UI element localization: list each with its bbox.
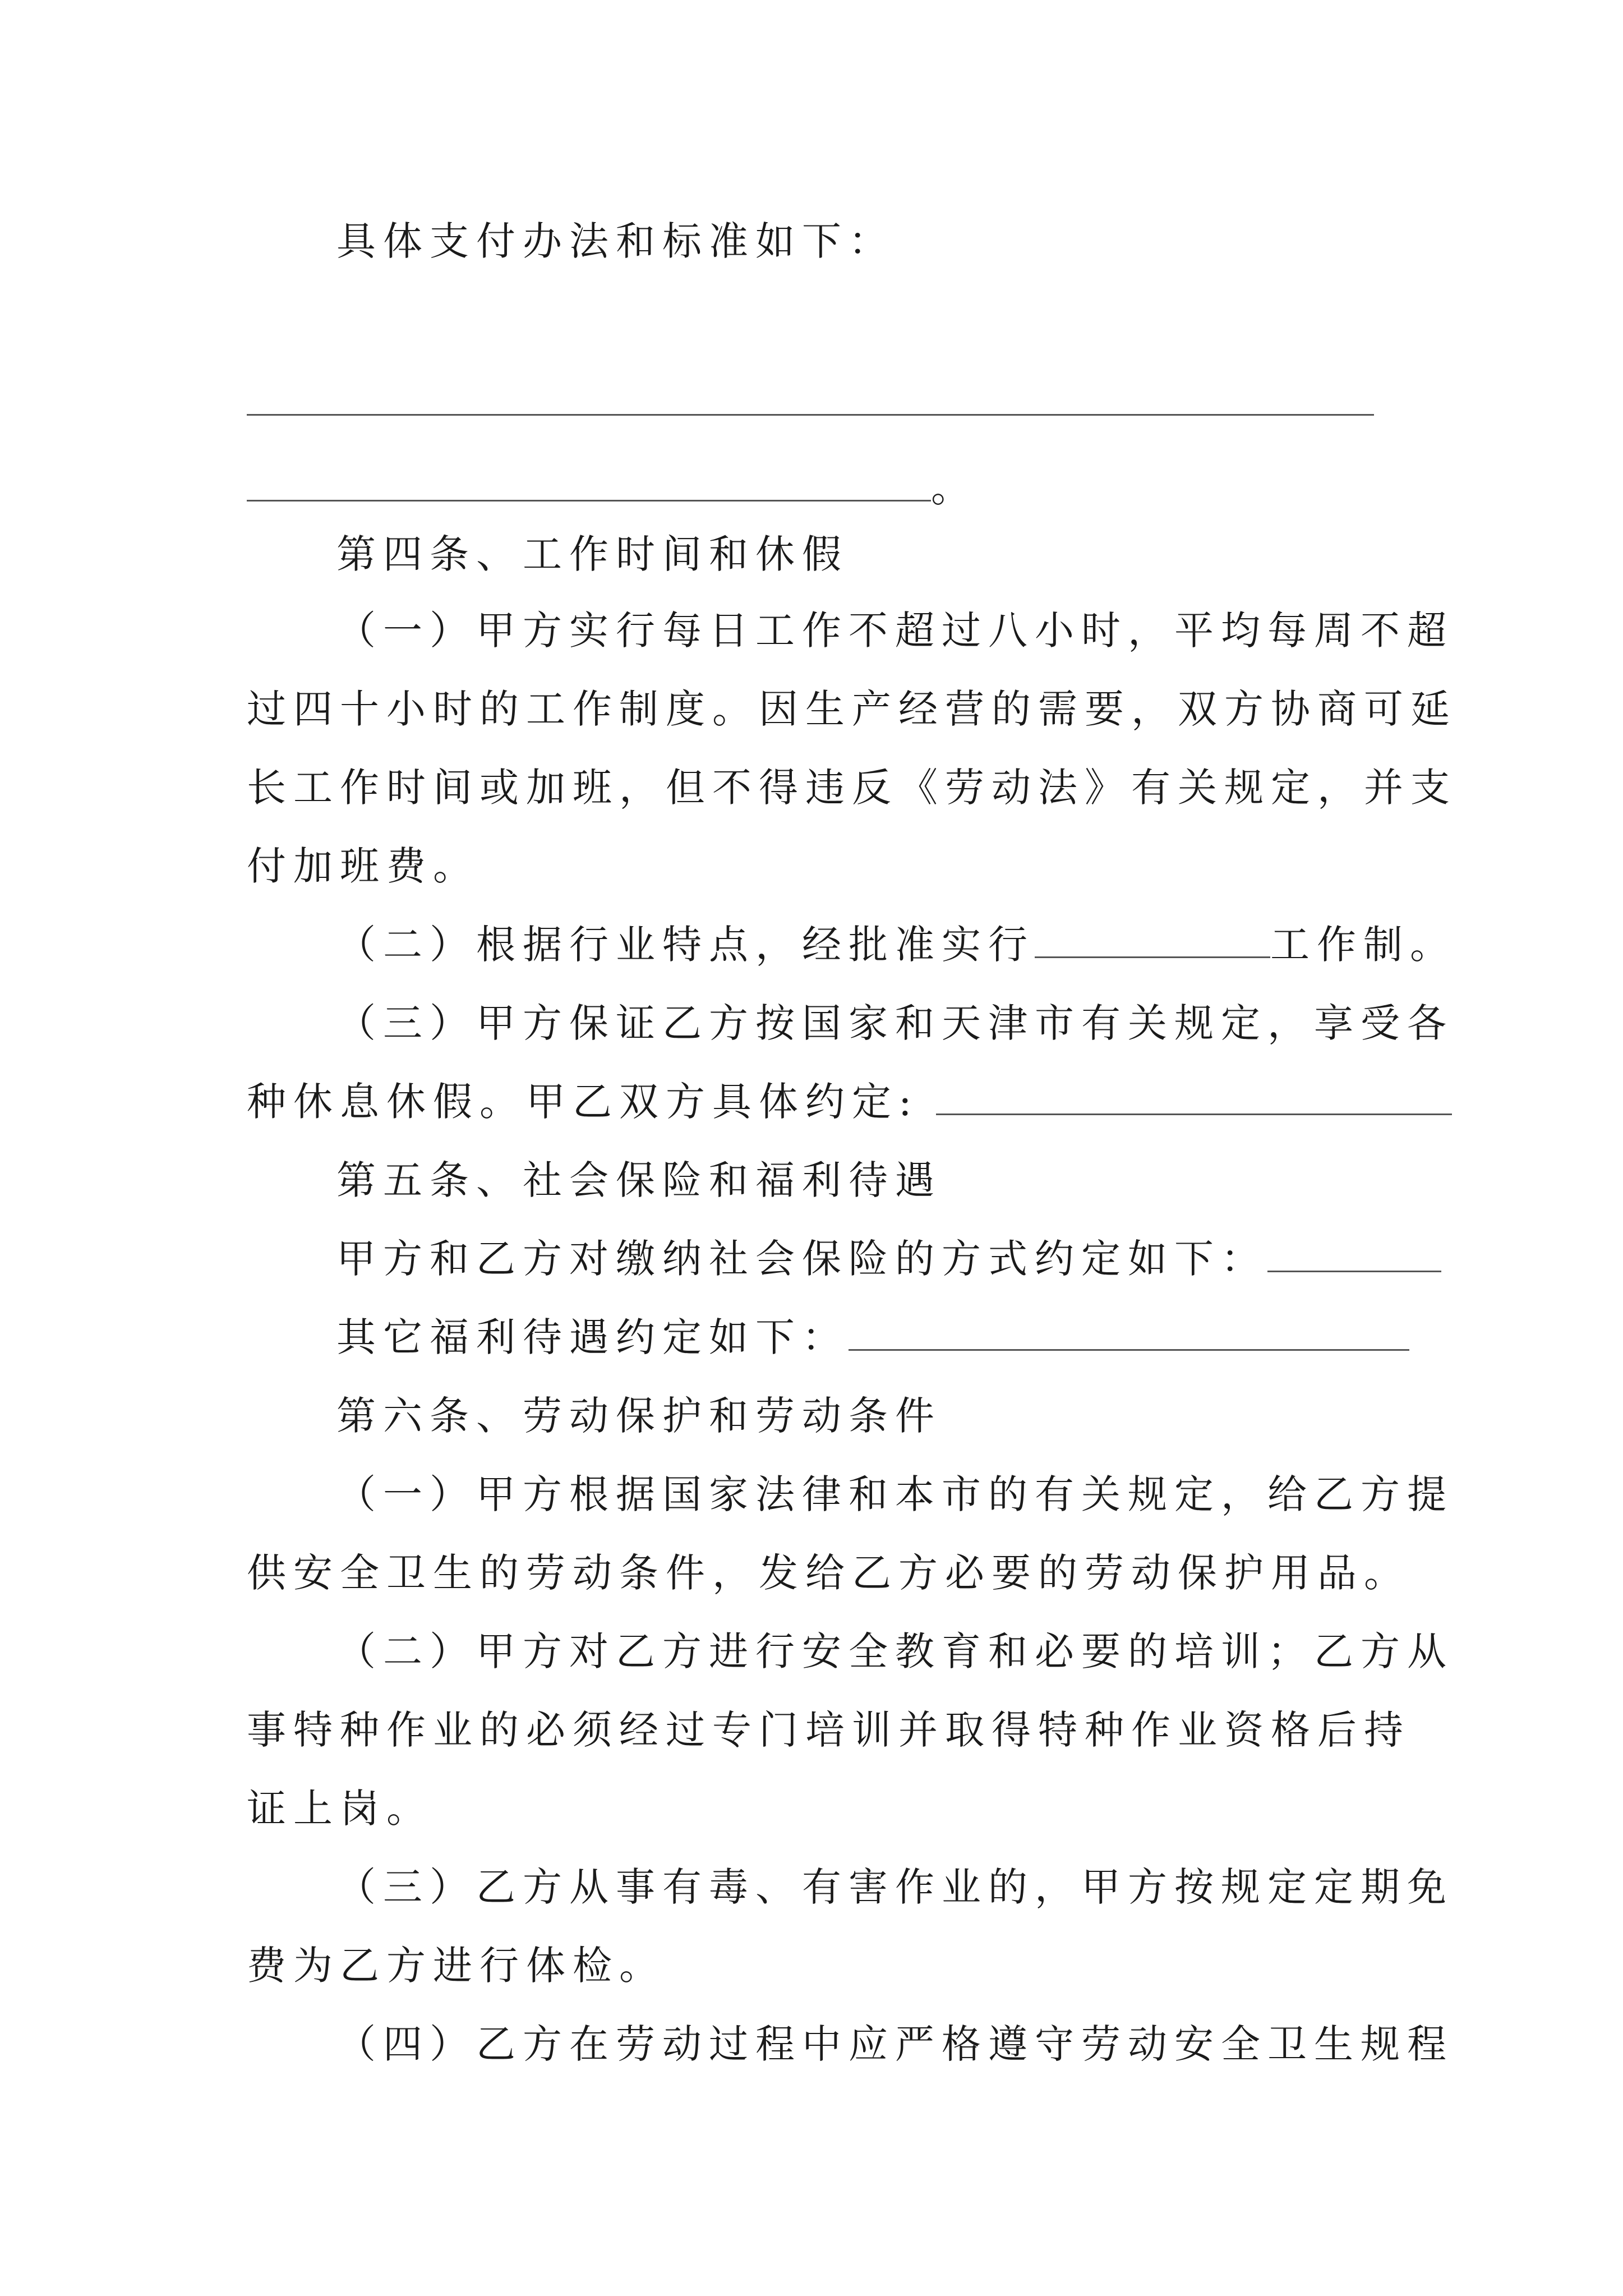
fill-in-blank [247,465,931,501]
article-4-item-3-line-1 [336,995,1454,1051]
article-6-heading-text: 第六条、劳动保护和劳动条件 [336,1393,942,1439]
article-4-item-1-line-3 [247,760,1457,816]
paragraph-text: 付加班费。 [247,843,479,889]
article-6-heading [336,1388,1385,1444]
fill-in-blank-line-2 [247,460,1385,516]
paragraph-text: 过四十小时的工作制度。因生产经营的需要，双方协商可延 [247,686,1457,732]
article-6-item-1-line-1 [336,1466,1454,1522]
rest-agreement-blank [936,1079,1452,1115]
work-system-blank [1035,922,1270,958]
article-4-item-1-line-2 [247,681,1457,737]
paragraph-text: （一）甲方实行每日工作不超过八小时，平均每周不超 [336,608,1454,654]
paragraph-text: 费为乙方进行体检。 [247,1943,666,1989]
other-benefits-blank [849,1314,1409,1351]
article-6-item-4-line-1 [336,2016,1454,2072]
article-4-item-1-line-4 [247,838,1385,894]
paragraph-text: （一）甲方根据国家法律和本市的有关规定，给乙方提 [336,1471,1454,1517]
article-6-item-1-line-2 [247,1545,1410,1601]
fill-in-blank-line-1 [247,414,1374,416]
article-6-item-3-line-2 [247,1938,1385,1994]
paragraph-text: 长工作时间或加班，但不得违反《劳动法》有关规定，并支 [247,765,1457,811]
payment-method-text: 具体支付办法和标准如下： [336,218,895,264]
paragraph-text: 种休息休假。甲乙双方具体约定: [247,1079,919,1125]
article-6-item-2-line-1 [336,1623,1454,1680]
paragraph-text: 其它福利待遇约定如下： [336,1314,849,1360]
social-insurance-line [336,1231,1385,1287]
article-4-item-1-line-1 [336,602,1454,659]
paragraph-text: 证上岗。 [247,1786,433,1832]
paragraph-text: （四）乙方在劳动过程中应严格遵守劳动安全卫生规程 [336,2021,1454,2067]
article-6-item-2-line-3 [247,1780,1385,1837]
paragraph-text: （三）乙方从事有毒、有害作业的，甲方按规定定期免 [336,1864,1454,1910]
article-4-item-2 [336,917,1456,973]
paragraph-text: （二）甲方对乙方进行安全教育和必要的培训；乙方从 [336,1628,1454,1674]
paragraph-text: （二）根据行业特点，经批准实行 [336,922,1035,968]
paragraph-text: 工作制。 [1270,922,1456,968]
payment-method-line [336,213,1385,269]
other-benefits-line [336,1309,1385,1365]
article-5-heading [336,1152,1385,1208]
paragraph-text: 供安全卫生的劳动条件，发给乙方必要的劳动保护用品。 [247,1550,1410,1596]
blank-end-mark: 。 [931,465,978,511]
article-5-heading-text: 第五条、社会保险和福利待遇 [336,1157,942,1203]
paragraph-text: 事特种作业的必须经过专门培训并取得特种作业资格后持 [247,1707,1410,1753]
article-4-heading [336,526,1385,582]
article-4-heading-text: 第四条、工作时间和休假 [336,531,849,577]
article-6-item-3-line-1 [336,1859,1454,1915]
article-6-item-2-line-2 [247,1702,1410,1758]
paragraph-text: （三）甲方保证乙方按国家和天津市有关规定，享受各 [336,1000,1454,1046]
paragraph-text: 甲方和乙方对缴纳社会保险的方式约定如下： [336,1236,1267,1282]
article-4-item-3-line-2 [247,1074,1385,1130]
social-insurance-blank [1267,1236,1441,1272]
